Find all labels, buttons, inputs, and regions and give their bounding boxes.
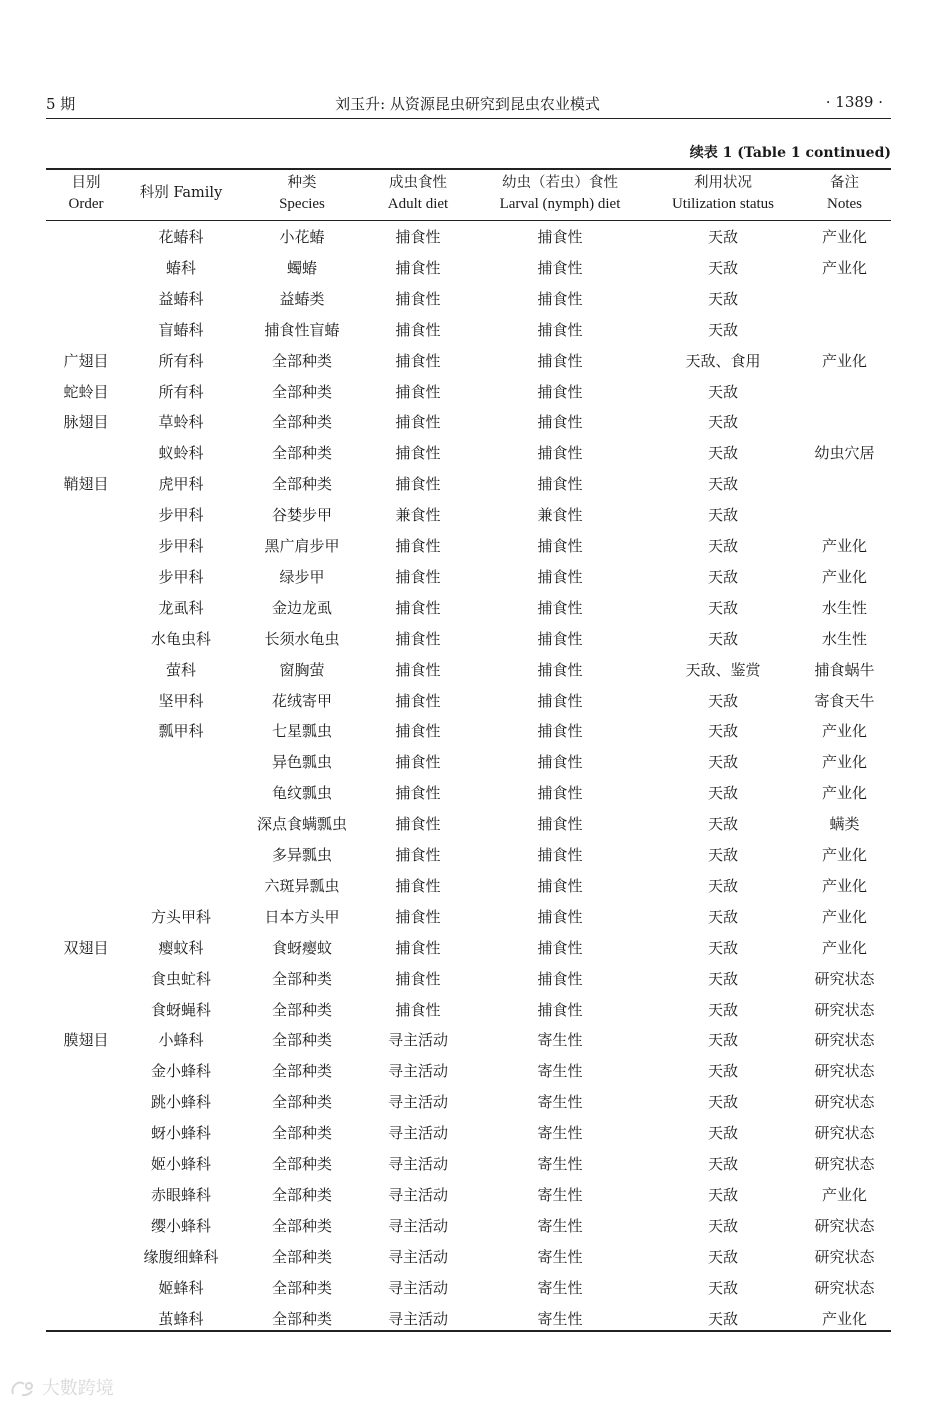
cell-adult-diet: 捕食性 — [395, 1000, 441, 1019]
cell-notes: 研究状态 — [814, 1031, 875, 1050]
col-header-en: Order — [68, 196, 104, 212]
cell-species: 黑广肩步甲 — [264, 537, 340, 555]
cell-adult-diet: 捕食性 — [395, 722, 441, 741]
cell-family: 茧蜂科 — [158, 1309, 204, 1328]
cell-species: 小花蝽 — [279, 228, 325, 246]
cell-species: 益蝽类 — [279, 289, 325, 308]
cell-notes: 水生性 — [821, 629, 867, 648]
cell-larval-diet: 寄生性 — [537, 1247, 583, 1266]
cell-adult-diet: 捕食性 — [395, 907, 441, 926]
table-row — [46, 715, 891, 746]
cell-utilization: 天敌 — [707, 1093, 738, 1112]
col-header-species — [240, 173, 364, 215]
cell-adult-diet: 捕食性 — [395, 815, 441, 834]
col-header-en: Larval (nymph) diet — [499, 196, 621, 212]
col-header-cn: 利用状况 — [694, 175, 752, 191]
page-number: · 1389 · — [825, 93, 883, 111]
table-row — [46, 1117, 891, 1148]
cell-utilization: 天敌 — [707, 629, 738, 648]
cell-adult-diet: 捕食性 — [395, 567, 441, 586]
cell-notes: 研究状态 — [814, 1000, 875, 1019]
cell-utilization: 天敌 — [707, 1309, 738, 1328]
cell-larval-diet: 寄生性 — [537, 1278, 583, 1297]
cell-adult-diet: 捕食性 — [395, 351, 441, 370]
cell-species: 多异瓢虫 — [271, 846, 332, 864]
cell-species: 全部种类 — [271, 1309, 332, 1328]
cell-utilization: 天敌 — [707, 1031, 738, 1050]
cell-adult-diet: 捕食性 — [395, 876, 441, 895]
cell-utilization: 天敌 — [707, 1155, 738, 1173]
cell-larval-diet: 捕食性 — [537, 413, 583, 432]
cell-larval-diet: 捕食性 — [537, 753, 583, 772]
cell-species: 长须水龟虫 — [264, 629, 340, 648]
cell-utilization: 天敌 — [707, 1216, 738, 1235]
cell-species: 全部种类 — [271, 444, 332, 463]
col-header-en: Notes — [827, 196, 862, 212]
cell-utilization: 天敌 — [707, 1278, 738, 1297]
cell-notes: 研究状态 — [814, 1216, 875, 1235]
cell-species: 绿步甲 — [279, 567, 325, 586]
cell-utilization: 天敌 — [707, 938, 738, 957]
col-header-adult-diet — [364, 173, 472, 215]
table-row — [46, 654, 891, 685]
cell-utilization: 天敌 — [707, 753, 738, 772]
cell-notes: 产业化 — [821, 567, 867, 586]
cell-family: 蚜小蜂科 — [150, 1124, 211, 1143]
cell-family: 跳小蜂科 — [150, 1093, 211, 1112]
cell-family: 所有科 — [158, 382, 204, 401]
cell-adult-diet: 捕食性 — [395, 629, 441, 648]
col-header-cn: 种类 — [287, 175, 317, 191]
cell-notes: 幼虫穴居 — [814, 444, 875, 463]
cell-order: 膜翅目 — [63, 1031, 109, 1050]
col-header-en: Species — [279, 196, 325, 212]
table-row — [46, 623, 891, 654]
cell-species: 全部种类 — [271, 351, 332, 370]
col-header-en: Adult diet — [387, 196, 449, 212]
table-row — [46, 685, 891, 716]
cell-larval-diet: 捕食性 — [537, 382, 583, 401]
cell-adult-diet: 捕食性 — [395, 228, 441, 246]
cell-notes: 产业化 — [821, 907, 867, 926]
cell-adult-diet: 寻主活动 — [387, 1155, 448, 1173]
col-header-en: Utilization status — [671, 196, 775, 212]
cell-utilization: 天敌 — [707, 228, 738, 246]
cell-larval-diet: 寄生性 — [537, 1309, 583, 1328]
cell-notes: 研究状态 — [814, 1124, 875, 1143]
cell-notes: 研究状态 — [814, 1155, 875, 1173]
cell-notes: 产业化 — [821, 846, 867, 864]
cell-notes: 产业化 — [821, 722, 867, 741]
cell-larval-diet: 捕食性 — [537, 907, 583, 926]
watermark — [10, 1374, 114, 1400]
table-row — [46, 932, 891, 963]
cell-larval-diet: 寄生性 — [537, 1124, 583, 1143]
cell-notes: 产业化 — [821, 258, 867, 277]
cell-family: 所有科 — [158, 351, 204, 370]
cell-family: 瓢甲科 — [158, 722, 204, 741]
cell-adult-diet: 寻主活动 — [387, 1031, 448, 1050]
table-row — [46, 870, 891, 901]
cell-species: 全部种类 — [271, 1000, 332, 1019]
cell-species: 花绒寄甲 — [271, 691, 332, 710]
cell-utilization: 天敌 — [707, 537, 738, 555]
cell-family: 方头甲科 — [150, 907, 211, 926]
cell-family: 坚甲科 — [158, 691, 204, 710]
table-row — [46, 530, 891, 561]
cell-family: 龙虱科 — [158, 598, 204, 617]
cell-larval-diet: 捕食性 — [537, 846, 583, 864]
cell-adult-diet: 捕食性 — [395, 537, 441, 555]
table-row — [46, 994, 891, 1025]
cell-larval-diet: 捕食性 — [537, 258, 583, 277]
table-row — [46, 1086, 891, 1117]
table-row — [46, 252, 891, 283]
cell-utilization: 天敌 — [707, 815, 738, 834]
cell-utilization: 天敌 — [707, 691, 738, 710]
cell-adult-diet: 捕食性 — [395, 258, 441, 277]
cell-larval-diet: 寄生性 — [537, 1031, 583, 1050]
table-row — [46, 1241, 891, 1272]
cell-adult-diet: 寻主活动 — [387, 1278, 448, 1297]
table-row — [46, 963, 891, 994]
cell-family: 蚁蛉科 — [158, 444, 204, 463]
cell-family: 虎甲科 — [158, 475, 204, 494]
cell-larval-diet: 捕食性 — [537, 598, 583, 617]
cell-notes: 产业化 — [821, 537, 867, 555]
journal-issue: 5 期 — [46, 95, 76, 113]
cell-family: 水龟虫科 — [150, 629, 211, 648]
cell-utilization: 天敌 — [707, 1062, 738, 1081]
table-top-rule — [46, 168, 891, 170]
table-bottom-rule — [46, 1330, 891, 1332]
cell-utilization: 天敌 — [707, 1124, 738, 1143]
col-header-cn: 幼虫（若虫）食性 — [502, 175, 618, 191]
cell-notes: 产业化 — [821, 1185, 867, 1204]
cell-family: 步甲科 — [158, 506, 204, 525]
cell-species: 窗胸萤 — [279, 660, 325, 679]
cell-notes: 捕食蜗牛 — [814, 660, 875, 679]
cell-species: 蠋蝽 — [286, 258, 317, 277]
table-row — [46, 1272, 891, 1303]
col-header-family — [134, 183, 228, 204]
cell-utilization: 天敌、食用 — [685, 351, 761, 370]
cell-larval-diet: 捕食性 — [537, 629, 583, 648]
cell-utilization: 天敌 — [707, 320, 738, 339]
table-row — [46, 499, 891, 530]
cell-family: 盲蝽科 — [158, 320, 204, 339]
table-header — [46, 173, 891, 219]
cell-species: 全部种类 — [271, 969, 332, 988]
cell-family: 缘腹细蜂科 — [143, 1247, 219, 1266]
cell-larval-diet: 捕食性 — [537, 969, 583, 988]
cell-family: 益蝽科 — [158, 289, 204, 308]
cell-larval-diet: 寄生性 — [537, 1062, 583, 1081]
cell-family: 草蛉科 — [158, 413, 204, 432]
cell-adult-diet: 寻主活动 — [387, 1216, 448, 1235]
table-row — [46, 1055, 891, 1086]
table-row — [46, 808, 891, 839]
table-row — [46, 376, 891, 407]
cell-adult-diet: 捕食性 — [395, 969, 441, 988]
cell-order: 鞘翅目 — [63, 475, 109, 494]
cell-larval-diet: 兼食性 — [537, 506, 583, 525]
cell-larval-diet: 捕食性 — [537, 660, 583, 679]
cell-utilization: 天敌 — [707, 289, 738, 308]
cell-larval-diet: 捕食性 — [537, 784, 583, 803]
col-header-larval-diet — [476, 173, 644, 215]
cell-adult-diet: 捕食性 — [395, 846, 441, 864]
watermark-text: 大數跨境 — [41, 1378, 114, 1399]
col-header-cn: 目别 — [71, 175, 101, 191]
cell-larval-diet: 寄生性 — [537, 1185, 583, 1204]
cell-larval-diet: 捕食性 — [537, 815, 583, 834]
table-row — [46, 1148, 891, 1179]
cell-adult-diet: 寻主活动 — [387, 1247, 448, 1266]
col-header-notes — [798, 173, 891, 215]
cell-adult-diet: 捕食性 — [395, 289, 441, 308]
cell-notes: 产业化 — [821, 1309, 867, 1328]
table-caption: 续表 1 (Table 1 continued) — [689, 145, 891, 161]
cell-larval-diet: 捕食性 — [537, 876, 583, 895]
cell-notes: 研究状态 — [814, 969, 875, 988]
table-row — [46, 221, 891, 252]
cell-notes: 研究状态 — [814, 1247, 875, 1266]
table-row — [46, 345, 891, 376]
table-row — [46, 1024, 891, 1055]
cell-order: 广翅目 — [63, 351, 109, 370]
cell-adult-diet: 寻主活动 — [387, 1093, 448, 1112]
cell-larval-diet: 捕食性 — [537, 938, 583, 957]
cell-utilization: 天敌 — [707, 382, 738, 401]
header-rule — [46, 118, 891, 119]
cell-utilization: 天敌 — [707, 907, 738, 926]
cell-species: 日本方头甲 — [264, 907, 340, 926]
cell-family: 姬小蜂科 — [150, 1155, 211, 1173]
cell-larval-diet: 寄生性 — [537, 1155, 583, 1173]
cell-utilization: 天敌 — [707, 413, 738, 432]
table-row — [46, 314, 891, 345]
cell-larval-diet: 捕食性 — [537, 289, 583, 308]
cell-utilization: 天敌 — [707, 475, 738, 494]
running-title: 刘玉升: 从资源昆虫研究到昆虫农业模式 — [335, 95, 600, 113]
cell-adult-diet: 寻主活动 — [387, 1309, 448, 1328]
cell-adult-diet: 寻主活动 — [387, 1185, 448, 1204]
cell-species: 龟纹瓢虫 — [271, 784, 332, 803]
cell-larval-diet: 捕食性 — [537, 537, 583, 555]
cell-adult-diet: 捕食性 — [395, 320, 441, 339]
cell-species: 全部种类 — [271, 1031, 332, 1050]
cell-utilization: 天敌 — [707, 876, 738, 895]
cell-utilization: 天敌 — [707, 722, 738, 741]
table-row — [46, 1179, 891, 1210]
cell-family: 缨小蜂科 — [150, 1216, 211, 1235]
cell-species: 谷婪步甲 — [271, 506, 332, 525]
cell-utilization: 天敌、鉴赏 — [685, 660, 761, 679]
cell-family: 蝽科 — [165, 258, 196, 277]
cell-utilization: 天敌 — [707, 969, 738, 988]
cell-utilization: 天敌 — [707, 598, 738, 617]
cell-species: 金边龙虱 — [271, 598, 332, 617]
table-row — [46, 437, 891, 468]
cell-family: 瘿蚊科 — [158, 938, 204, 957]
col-header-cn: 成虫食性 — [389, 175, 447, 191]
cell-species: 全部种类 — [271, 1247, 332, 1266]
cell-family: 步甲科 — [158, 567, 204, 586]
cell-adult-diet: 捕食性 — [395, 938, 441, 957]
cell-species: 深点食螨瓢虫 — [256, 815, 347, 834]
cell-species: 七星瓢虫 — [271, 722, 332, 741]
cell-species: 全部种类 — [271, 413, 332, 432]
cell-species: 全部种类 — [271, 475, 332, 494]
cell-adult-diet: 捕食性 — [395, 413, 441, 432]
cell-adult-diet: 捕食性 — [395, 598, 441, 617]
col-header-order — [46, 173, 126, 215]
cell-larval-diet: 捕食性 — [537, 1000, 583, 1019]
cell-larval-diet: 捕食性 — [537, 351, 583, 370]
cell-notes: 研究状态 — [814, 1062, 875, 1081]
cell-adult-diet: 捕食性 — [395, 753, 441, 772]
cell-utilization: 天敌 — [707, 846, 738, 864]
cell-species: 捕食性盲蝽 — [264, 320, 340, 339]
cell-species: 全部种类 — [271, 1155, 332, 1173]
cell-family: 步甲科 — [158, 537, 204, 555]
cell-notes: 研究状态 — [814, 1093, 875, 1112]
cell-utilization: 天敌 — [707, 506, 738, 525]
cell-family: 花蝽科 — [158, 228, 204, 246]
cell-family: 小蜂科 — [158, 1031, 204, 1050]
cell-family: 赤眼蜂科 — [150, 1185, 211, 1204]
cell-order: 蛇蛉目 — [63, 382, 109, 401]
table-row — [46, 1210, 891, 1241]
cell-species: 全部种类 — [271, 1093, 332, 1112]
cell-larval-diet: 捕食性 — [537, 320, 583, 339]
cell-notes: 产业化 — [821, 938, 867, 957]
cell-adult-diet: 捕食性 — [395, 475, 441, 494]
cell-utilization: 天敌 — [707, 444, 738, 463]
col-header-cn: 备注 — [830, 175, 859, 191]
cell-larval-diet: 捕食性 — [537, 228, 583, 246]
cell-order: 双翅目 — [63, 938, 109, 957]
cell-family: 金小蜂科 — [150, 1062, 211, 1081]
cell-species: 全部种类 — [271, 1216, 332, 1235]
cell-utilization: 天敌 — [707, 1247, 738, 1266]
table-row — [46, 777, 891, 808]
cell-family: 食虫虻科 — [150, 969, 211, 988]
table-row — [46, 746, 891, 777]
cell-species: 全部种类 — [271, 1062, 332, 1081]
cell-species: 六斑异瓢虫 — [264, 876, 340, 895]
table-row — [46, 283, 891, 314]
cell-adult-diet: 捕食性 — [395, 444, 441, 463]
cell-utilization: 天敌 — [707, 784, 738, 803]
cell-utilization: 天敌 — [707, 1185, 738, 1204]
watermark-logo-icon — [10, 1380, 36, 1398]
cell-adult-diet: 寻主活动 — [387, 1124, 448, 1143]
cell-larval-diet: 捕食性 — [537, 444, 583, 463]
cell-utilization: 天敌 — [707, 567, 738, 586]
cell-notes: 研究状态 — [814, 1278, 875, 1297]
cell-order: 脉翅目 — [63, 413, 109, 432]
cell-notes: 产业化 — [821, 351, 867, 370]
col-header-utilization — [650, 173, 796, 215]
cell-family: 食蚜蝇科 — [150, 1000, 211, 1019]
cell-species: 异色瓢虫 — [271, 753, 332, 772]
cell-adult-diet: 兼食性 — [395, 506, 441, 525]
table-row — [46, 561, 891, 592]
cell-species: 全部种类 — [271, 1124, 332, 1143]
table-row — [46, 406, 891, 437]
cell-adult-diet: 捕食性 — [395, 784, 441, 803]
cell-notes: 螨类 — [829, 815, 860, 834]
cell-adult-diet: 寻主活动 — [387, 1062, 448, 1081]
cell-utilization: 天敌 — [707, 258, 738, 277]
cell-larval-diet: 寄生性 — [537, 1093, 583, 1112]
cell-notes: 产业化 — [821, 228, 867, 246]
cell-notes: 产业化 — [821, 753, 867, 772]
cell-family: 姬蜂科 — [158, 1278, 204, 1297]
cell-adult-diet: 捕食性 — [395, 691, 441, 710]
cell-family: 萤科 — [165, 660, 196, 679]
cell-notes: 产业化 — [821, 784, 867, 803]
cell-adult-diet: 捕食性 — [395, 660, 441, 679]
cell-adult-diet: 捕食性 — [395, 382, 441, 401]
table-row — [46, 468, 891, 499]
table-row — [46, 592, 891, 623]
table-row — [46, 839, 891, 870]
cell-notes: 寄食天牛 — [814, 691, 875, 710]
cell-notes: 产业化 — [821, 876, 867, 895]
cell-species: 全部种类 — [271, 1185, 332, 1204]
cell-utilization: 天敌 — [707, 1000, 738, 1019]
cell-species: 食蚜瘿蚊 — [271, 938, 332, 957]
cell-larval-diet: 寄生性 — [537, 1216, 583, 1235]
cell-larval-diet: 捕食性 — [537, 722, 583, 741]
cell-larval-diet: 捕食性 — [537, 475, 583, 494]
cell-species: 全部种类 — [271, 382, 332, 401]
cell-notes: 水生性 — [821, 598, 867, 617]
table-row — [46, 1303, 891, 1334]
table-row — [46, 901, 891, 932]
cell-species: 全部种类 — [271, 1278, 332, 1297]
cell-larval-diet: 捕食性 — [537, 567, 583, 586]
col-header-cn: 科别 Family — [139, 185, 223, 201]
cell-larval-diet: 捕食性 — [537, 691, 583, 710]
